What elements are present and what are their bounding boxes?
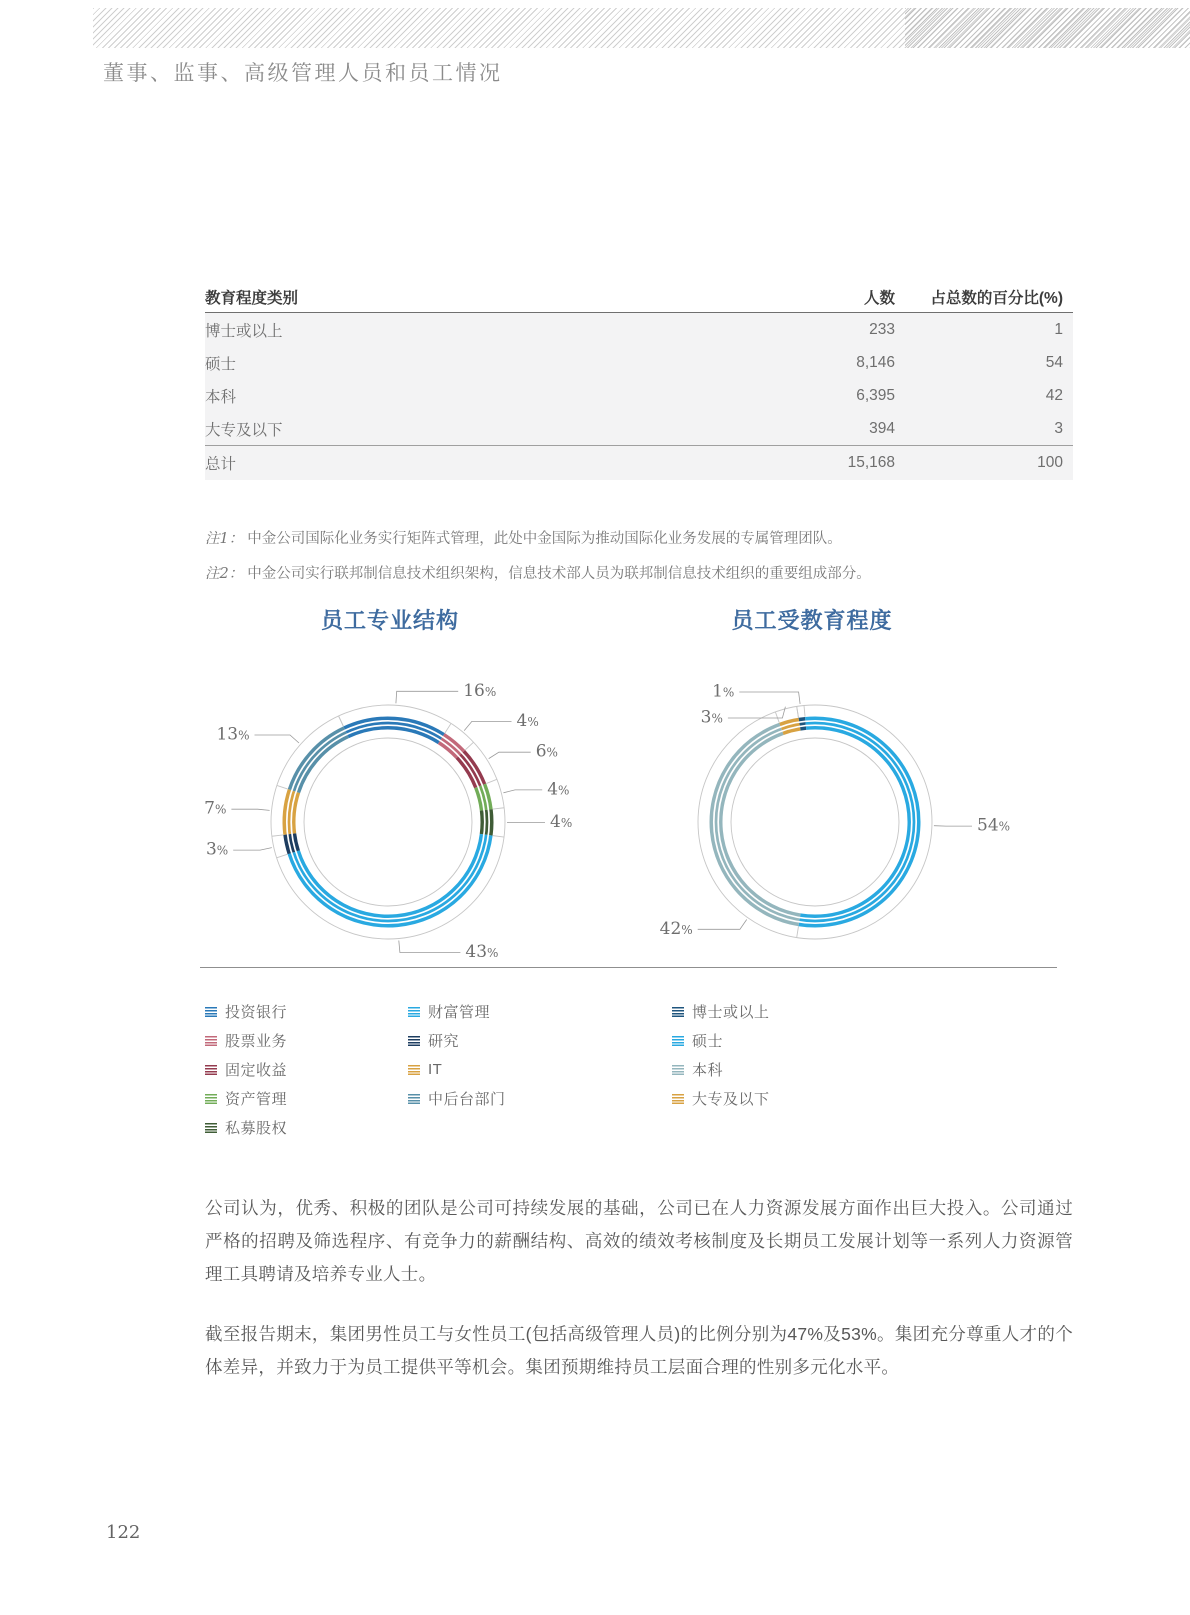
- pct-label-私募股权: 4%: [550, 812, 573, 832]
- total-label: 总计: [205, 456, 237, 473]
- donut-charts: [0, 635, 1190, 980]
- row-count: 233: [869, 320, 895, 338]
- label-leader-line: [698, 920, 747, 930]
- legend-label: 本科: [692, 1062, 724, 1079]
- outer-ring: [271, 705, 505, 939]
- segment-divider: [487, 779, 497, 783]
- legend-column: [205, 997, 287, 1142]
- legend-stripes-icon: [672, 1065, 684, 1075]
- table-row: [205, 313, 1073, 346]
- label-leader-line: [255, 735, 300, 743]
- row-percent: 54: [1045, 353, 1063, 371]
- page-number: 122: [106, 1522, 141, 1543]
- legend-item: [408, 1084, 506, 1113]
- legend-label: IT: [428, 1061, 443, 1078]
- segment-股票业务: [441, 739, 460, 755]
- segment-财富管理: [294, 835, 486, 921]
- legend-label: 固定收益: [225, 1062, 288, 1079]
- footnote: [205, 527, 1073, 548]
- total-percent: 100: [1037, 454, 1063, 471]
- footnote: [205, 562, 1073, 583]
- row-category: 博士或以上: [205, 322, 283, 340]
- legend-stripes-icon: [205, 1036, 217, 1046]
- legend-stripes-icon: [408, 1065, 420, 1075]
- education-table: [205, 281, 1073, 480]
- segment-divider: [445, 723, 451, 732]
- row-count: 8,146: [856, 353, 895, 371]
- segment-中后台部门: [294, 732, 346, 791]
- chart-legend: [0, 997, 1190, 1147]
- table-header-row: [205, 281, 1073, 313]
- inner-ring: [731, 738, 899, 906]
- pct-label-博士或以上: 1%: [712, 681, 735, 702]
- segment-divider: [775, 712, 779, 723]
- charts-divider-line: [200, 967, 1057, 968]
- label-leader-line: [464, 721, 511, 730]
- pct-label-硕士: 54%: [977, 815, 1011, 836]
- legend-stripes-icon: [408, 1036, 420, 1046]
- legend-label: 大专及以下: [692, 1091, 770, 1108]
- legend-item: [205, 1113, 287, 1142]
- total-count: 15,168: [847, 454, 895, 471]
- page-title: 董事、监事、高级管理人员和员工情况: [103, 61, 503, 85]
- pct-label-资产管理: 4%: [547, 779, 570, 800]
- legend-stripes-icon: [205, 1123, 217, 1133]
- label-leader-line: [399, 941, 461, 953]
- legend-stripes-icon: [205, 1094, 217, 1104]
- footnote-text: 中金公司实行联邦制信息技术组织架构，信息技术部人员为联邦制信息技术组织的重要组成部分。: [247, 566, 871, 582]
- footnote-text: 中金公司国际化业务实行矩阵式管理，此处中金国际为推动国际化业务发展的专属管理团队。: [247, 531, 842, 547]
- segment-divider: [493, 808, 504, 809]
- table-body: [205, 313, 1073, 445]
- legend-item: [672, 997, 770, 1026]
- segment-divider: [465, 742, 473, 750]
- segment-divider: [277, 854, 288, 857]
- legend-label: 私募股权: [225, 1120, 288, 1137]
- legend-item: [205, 1055, 287, 1084]
- label-leader-line: [231, 809, 269, 810]
- inner-ring: [304, 738, 472, 906]
- legend-item: [205, 1084, 287, 1113]
- donut-structure: [204, 681, 572, 962]
- legend-label: 财富管理: [428, 1004, 491, 1021]
- table-row: [205, 346, 1073, 379]
- legend-item: [672, 1026, 770, 1055]
- legend-stripes-icon: [672, 1036, 684, 1046]
- legend-label: 研究: [428, 1033, 460, 1050]
- row-count: 6,395: [856, 386, 895, 404]
- segment-divider: [339, 716, 344, 726]
- outer-ring: [698, 705, 932, 939]
- pct-label-大专及以下: 3%: [700, 707, 723, 728]
- body-paragraph-hr: 公司认为，优秀、积极的团队是公司可持续发展的基础，公司已在人力资源发展方面作出巨大投入。公司通过严格的招聘及筛选程序、有竞争力的薪酬结构、高效的绩效考核制度及长期员工发展计划等一系列人力资源管理工具聘请及培养专业人士。: [205, 1198, 1073, 1284]
- row-count: 394: [869, 419, 895, 437]
- col-header-category: 教育程度类别: [205, 289, 299, 307]
- legend-item: [672, 1055, 770, 1084]
- table-row: [205, 412, 1073, 445]
- pct-label-IT: 7%: [204, 798, 227, 819]
- legend-stripes-icon: [205, 1065, 217, 1075]
- legend-item: [205, 1026, 287, 1055]
- legend-column: [672, 997, 770, 1113]
- pct-label-股票业务: 4%: [516, 710, 539, 731]
- table-row: [205, 379, 1073, 412]
- pct-label-中后台部门: 13%: [216, 724, 250, 745]
- legend-item: [205, 997, 287, 1026]
- col-header-percent: 占总数的百分比(%): [930, 289, 1063, 307]
- label-leader-line: [396, 691, 458, 703]
- legend-item: [672, 1084, 770, 1113]
- legend-stripes-icon: [672, 1094, 684, 1104]
- legend-stripes-icon: [672, 1007, 684, 1017]
- col-header-count: 人数: [863, 289, 895, 307]
- label-leader-line: [489, 752, 531, 758]
- donut-education: [660, 682, 1010, 940]
- legend-stripes-icon: [408, 1007, 420, 1017]
- footnote-label: 注1：: [205, 531, 244, 547]
- legend-column: [408, 997, 506, 1113]
- row-percent: 42: [1045, 386, 1063, 404]
- chart-title-education: 员工受教育程度: [731, 608, 893, 634]
- legend-item: [408, 1055, 506, 1084]
- table-total-row: [205, 445, 1073, 480]
- legend-label: 中后台部门: [428, 1091, 506, 1108]
- label-leader-line: [503, 790, 542, 793]
- pct-label-本科: 42%: [659, 918, 693, 939]
- chart-title-structure: 员工专业结构: [320, 608, 460, 634]
- legend-label: 硕士: [692, 1033, 724, 1050]
- pct-label-研究: 3%: [205, 839, 229, 860]
- segment-博士或以上: [800, 723, 806, 724]
- legend-item: [408, 997, 506, 1026]
- segment-divider: [272, 835, 283, 836]
- label-leader-line: [739, 692, 800, 704]
- segment-硕士: [800, 723, 914, 921]
- hatch-band-dark: [905, 8, 1190, 48]
- legend-label: 博士或以上: [692, 1004, 770, 1021]
- segment-divider: [797, 926, 799, 937]
- segment-divider: [277, 785, 288, 788]
- legend-item: [408, 1026, 506, 1055]
- segment-divider: [493, 836, 504, 837]
- legend-stripes-icon: [408, 1094, 420, 1104]
- pct-label-财富管理: 43%: [465, 942, 499, 962]
- row-category: 大专及以下: [205, 421, 283, 439]
- segment-divider: [804, 706, 805, 717]
- legend-stripes-icon: [205, 1007, 217, 1017]
- segment-本科: [716, 729, 800, 920]
- footnotes: [205, 527, 1073, 597]
- legend-label: 投资银行: [225, 1004, 288, 1021]
- body-paragraph-gender: 截至报告期末，集团男性员工与女性员工(包括高级管理人员)的比例分别为47%及53%。集团充分尊重人才的个体差异，并致力于为员工提供平等机会。集团预期维持员工层面合理的性别多元化水平。: [205, 1324, 1073, 1377]
- label-leader-line: [233, 848, 272, 851]
- legend-label: 股票业务: [225, 1033, 288, 1050]
- pct-label-固定收益: 6%: [535, 741, 558, 762]
- footnote-label: 注2：: [205, 566, 244, 582]
- row-percent: 3: [1054, 419, 1063, 437]
- row-percent: 1: [1054, 320, 1063, 338]
- row-category: 硕士: [205, 355, 237, 373]
- segment-私募股权: [486, 810, 487, 835]
- segment-divider: [797, 706, 799, 717]
- pct-label-投资银行: 16%: [463, 680, 497, 701]
- legend-label: 资产管理: [225, 1091, 288, 1108]
- row-category: 本科: [205, 388, 237, 406]
